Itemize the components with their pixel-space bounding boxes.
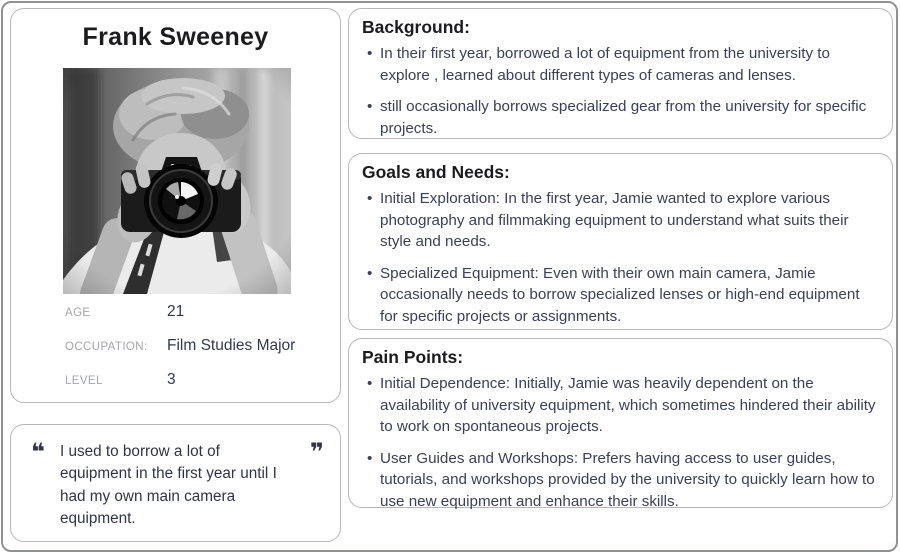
bullet-list — [349, 373, 892, 512]
bullet-item — [380, 448, 876, 513]
bullet-list — [349, 188, 892, 327]
attribute-list — [65, 303, 326, 405]
bullet-text: still occasionally borrows specialized gear from the university for specific projects. — [380, 98, 867, 137]
section-card-pain-points — [348, 338, 893, 508]
bullet-text: Initial Exploration: In the first year, Jamie wanted to explore various photography and filmmaking equipment to understand what suits their style and needs. — [380, 190, 849, 250]
bullet-item — [380, 263, 876, 328]
open-quote-icon: ❝ — [31, 439, 46, 466]
bullet-item — [380, 373, 876, 438]
bullet-item — [380, 188, 876, 253]
attribute-value: Film Studies Major — [167, 337, 296, 354]
bullet-text: Specialized Equipment: Even with their own main camera, Jamie occasionally needs to borrow specialized lenses or high-end equipment for specific projects or assignments. — [380, 264, 860, 325]
section-title: Goals and Needs: — [362, 162, 510, 182]
bullet-list — [349, 43, 892, 139]
attribute-value: 3 — [167, 371, 176, 388]
quote-card — [10, 424, 341, 542]
quote-text: I used to borrow a lot of equipment in the first year until I had my own main camera equipment. — [60, 443, 277, 527]
close-quote-icon: ❞ — [309, 439, 324, 466]
persona-name: Frank Sweeney — [82, 23, 269, 51]
section-title: Background: — [362, 17, 470, 37]
attribute-row-level — [65, 371, 326, 391]
photo-vignette — [63, 68, 291, 294]
bullet-text: User Guides and Workshops: Prefers having access to user guides, tutorials, and workshops provided by the university to quickly learn how to use new equipment and enhance their skills. — [380, 449, 875, 510]
attribute-value: 21 — [167, 303, 185, 320]
section-title: Pain Points: — [362, 347, 464, 367]
bullet-item — [380, 96, 876, 139]
bullet-text: Initial Dependence: Initially, Jamie was heavily dependent on the availability of university equipment, which sometimes hindered their ability to work on spontaneous projects. — [380, 375, 876, 435]
attribute-row-occupation — [65, 337, 326, 357]
attribute-label: OCCUPATION: — [65, 341, 148, 353]
bullet-item — [380, 43, 876, 86]
bullet-text: In their first year, borrowed a lot of equipment from the university to explore , learned about different types of cameras and lenses. — [380, 45, 830, 84]
attribute-label: LEVEL — [65, 375, 103, 387]
profile-photo — [63, 68, 291, 294]
profile-card — [10, 8, 341, 403]
section-card-background — [348, 8, 893, 139]
section-card-goals-and-needs — [348, 153, 893, 330]
attribute-label: AGE — [65, 307, 91, 319]
profile-photo-illustration — [63, 68, 291, 294]
attribute-row-age — [65, 303, 326, 323]
